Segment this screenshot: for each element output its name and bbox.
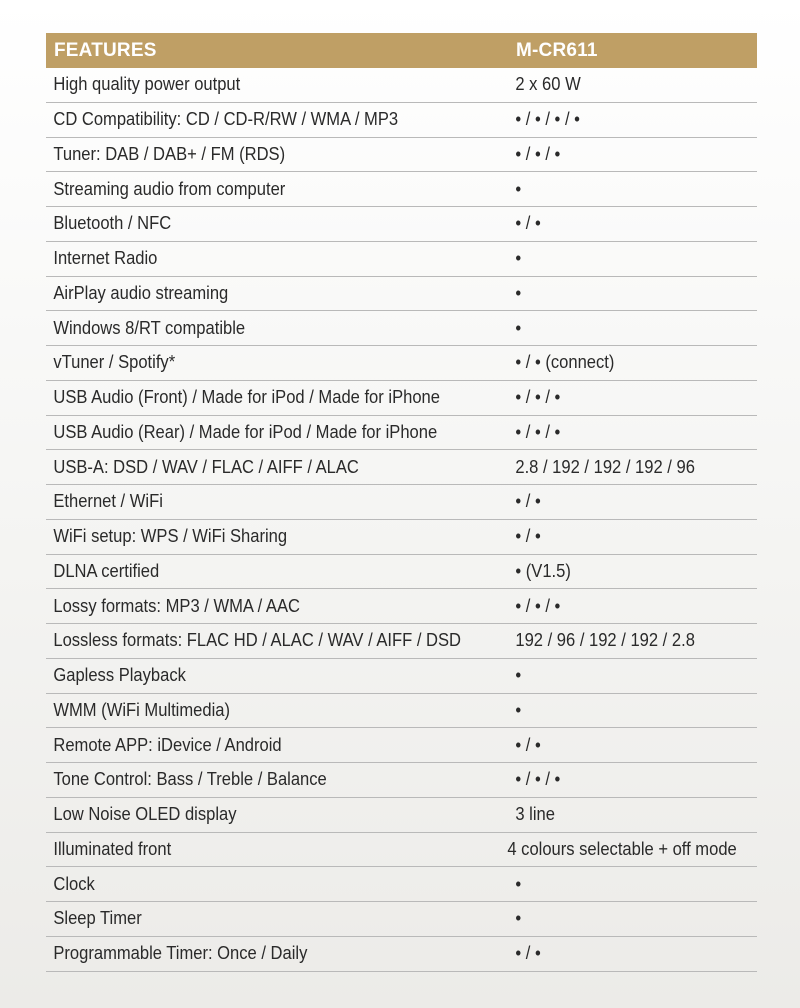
table-row (46, 416, 757, 451)
feature-name: Illuminated front (53, 838, 172, 859)
table-row (46, 520, 757, 555)
table-row (46, 381, 757, 416)
table-row (46, 277, 757, 312)
feature-name: Gapless Playback (53, 665, 186, 686)
table-row (46, 485, 757, 520)
feature-value: • / • (515, 213, 541, 234)
feature-name: USB Audio (Front) / Made for iPod / Made for iPhone (53, 387, 440, 408)
table-row (46, 450, 757, 485)
feature-name: High quality power output (53, 74, 241, 95)
table-row (46, 763, 757, 798)
feature-name: USB-A: DSD / WAV / FLAC / AIFF / ALAC (53, 456, 359, 477)
table-row (46, 103, 757, 138)
feature-value: • / • / • (515, 595, 561, 616)
table-row (46, 172, 757, 207)
table-header (46, 33, 757, 68)
feature-value: • (515, 282, 522, 303)
table-row (46, 798, 757, 833)
feature-value: 3 line (515, 804, 555, 825)
feature-name: CD Compatibility: CD / CD-R/RW / WMA / MP3 (53, 109, 399, 130)
feature-value: 2 x 60 W (515, 74, 581, 95)
feature-name: Internet Radio (53, 248, 158, 269)
feature-value: • / • (connect) (515, 352, 615, 373)
feature-value: • / • (515, 491, 541, 512)
feature-value: 192 / 96 / 192 / 192 / 2.8 (515, 630, 695, 651)
feature-name: vTuner / Spotify* (53, 352, 176, 373)
feature-value: • / • (515, 734, 541, 755)
table-row (46, 207, 757, 242)
feature-name: WMM (WiFi Multimedia) (53, 699, 230, 720)
table-row (46, 589, 757, 624)
feature-name: WiFi setup: WPS / WiFi Sharing (53, 526, 288, 547)
feature-name: Low Noise OLED display (53, 804, 237, 825)
feature-value: • (515, 699, 522, 720)
table-row (46, 311, 757, 346)
table-row (46, 867, 757, 902)
table-row (46, 242, 757, 277)
feature-value: • (515, 908, 522, 929)
table-row (46, 138, 757, 173)
header-features-label: FEATURES (54, 39, 157, 61)
features-table (46, 33, 757, 972)
feature-name: Sleep Timer (53, 908, 142, 929)
feature-name: Tuner: DAB / DAB+ / FM (RDS) (53, 143, 286, 164)
table-row (46, 937, 757, 972)
table-row (46, 68, 757, 103)
feature-value: 4 colours selectable + off mode (507, 838, 737, 859)
table-row (46, 659, 757, 694)
table-row (46, 694, 757, 729)
feature-value: • (V1.5) (515, 560, 571, 581)
feature-name: AirPlay audio streaming (53, 282, 229, 303)
feature-name: DLNA certified (53, 560, 160, 581)
feature-value: • / • / • (515, 769, 561, 790)
table-row (46, 624, 757, 659)
table-row (46, 902, 757, 937)
feature-name: Streaming audio from computer (53, 178, 286, 199)
feature-name: Windows 8/RT compatible (53, 317, 246, 338)
feature-value: 2.8 / 192 / 192 / 192 / 96 (515, 456, 695, 477)
feature-value: • / • (515, 526, 541, 547)
feature-value: • / • / • (515, 421, 561, 442)
table-row (46, 833, 757, 868)
feature-value: • (515, 317, 522, 338)
feature-value: • (515, 665, 522, 686)
feature-value: • / • (515, 943, 541, 964)
header-model-label: M-CR611 (516, 39, 598, 61)
feature-name: Tone Control: Bass / Treble / Balance (53, 769, 327, 790)
feature-value: • (515, 178, 522, 199)
feature-value: • (515, 248, 522, 269)
feature-value: • (515, 873, 522, 894)
feature-name: Ethernet / WiFi (53, 491, 163, 512)
feature-name: Remote APP: iDevice / Android (53, 734, 282, 755)
table-row (46, 728, 757, 763)
feature-name: Lossless formats: FLAC HD / ALAC / WAV / AIFF / DSD (53, 630, 462, 651)
feature-value: • / • / • / • (515, 109, 580, 130)
feature-name: Clock (53, 873, 95, 894)
feature-value: • / • / • (515, 387, 561, 408)
feature-value: • / • / • (515, 143, 561, 164)
table-row (46, 555, 757, 590)
feature-name: Lossy formats: MP3 / WMA / AAC (53, 595, 300, 616)
feature-name: USB Audio (Rear) / Made for iPod / Made for iPhone (53, 421, 438, 442)
table-row (46, 346, 757, 381)
feature-name: Programmable Timer: Once / Daily (53, 943, 308, 964)
feature-name: Bluetooth / NFC (53, 213, 172, 234)
